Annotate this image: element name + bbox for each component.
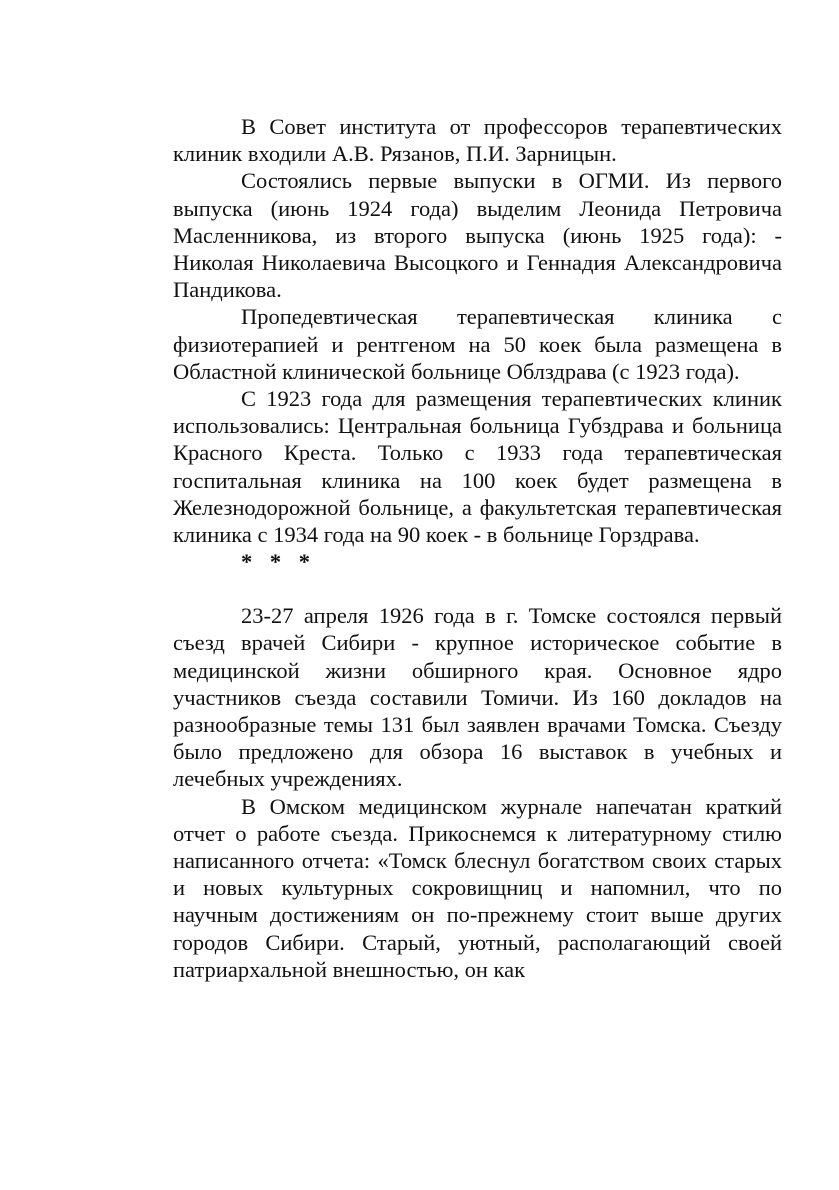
paragraph-propaedeutic-clinic: Пропедевтическая терапевтическая клиника с физиотерапией и рентгеном на 50 коек была размещена в Областной клинической больнице Облздрава (с 1923 года). <box>173 304 782 384</box>
section-separator: * * * <box>241 549 316 575</box>
paragraph-congress-of-doctors: 23-27 апреля 1926 года в г. Томске состоялся первый съезд врачей Сибири - крупное историческое событие в медицинской жизни обширного края. Основное ядро участников съезда составили Томичи. Из 160 докладов на разнообразные темы 131 был заявлен врачами Томска. Съезду было предложено для обзора 16 выставок в учебных и лечебных учреждениях. <box>173 603 782 792</box>
paragraph-clinic-hospitals: С 1923 года для размещения терапевтических клиник использовались: Центральная больница Губздрава и больница Красного Креста. Только с 1933 года терапевтическая госпитальная клиника на 100 коек будет размещена в Железнодорожной больнице, а факультетская терапевтическая клиника с 1934 года на 90 коек - в больнице Горздрава. <box>173 386 782 548</box>
paragraph-omsk-journal-report: В Омском медицинском журнале напечатан краткий отчет о работе съезда. Прикоснемся к литературному стилю написанного отчета: «Томск блеснул богатством своих старых и новых культурных сокровищниц и напомнил, что по научным достижениям он по-прежнему стоит выше других городов Сибири. Старый, уютный, располагающий своей патриархальной внешностью, он как <box>173 793 782 982</box>
paragraph-council-members: В Совет института от профессоров терапевтических клиник входили А.В. Рязанов, П.И. Зарницын. <box>173 114 782 167</box>
document-page <box>173 113 782 983</box>
paragraph-first-graduations: Состоялись первые выпуски в ОГМИ. Из первого выпуска (июнь 1924 года) выделим Леонида Петровича Масленникова, из второго выпуска (июнь 1925 года): - Николая Николаевича Высоцкого и Геннадия Александровича Пандикова. <box>173 168 782 303</box>
